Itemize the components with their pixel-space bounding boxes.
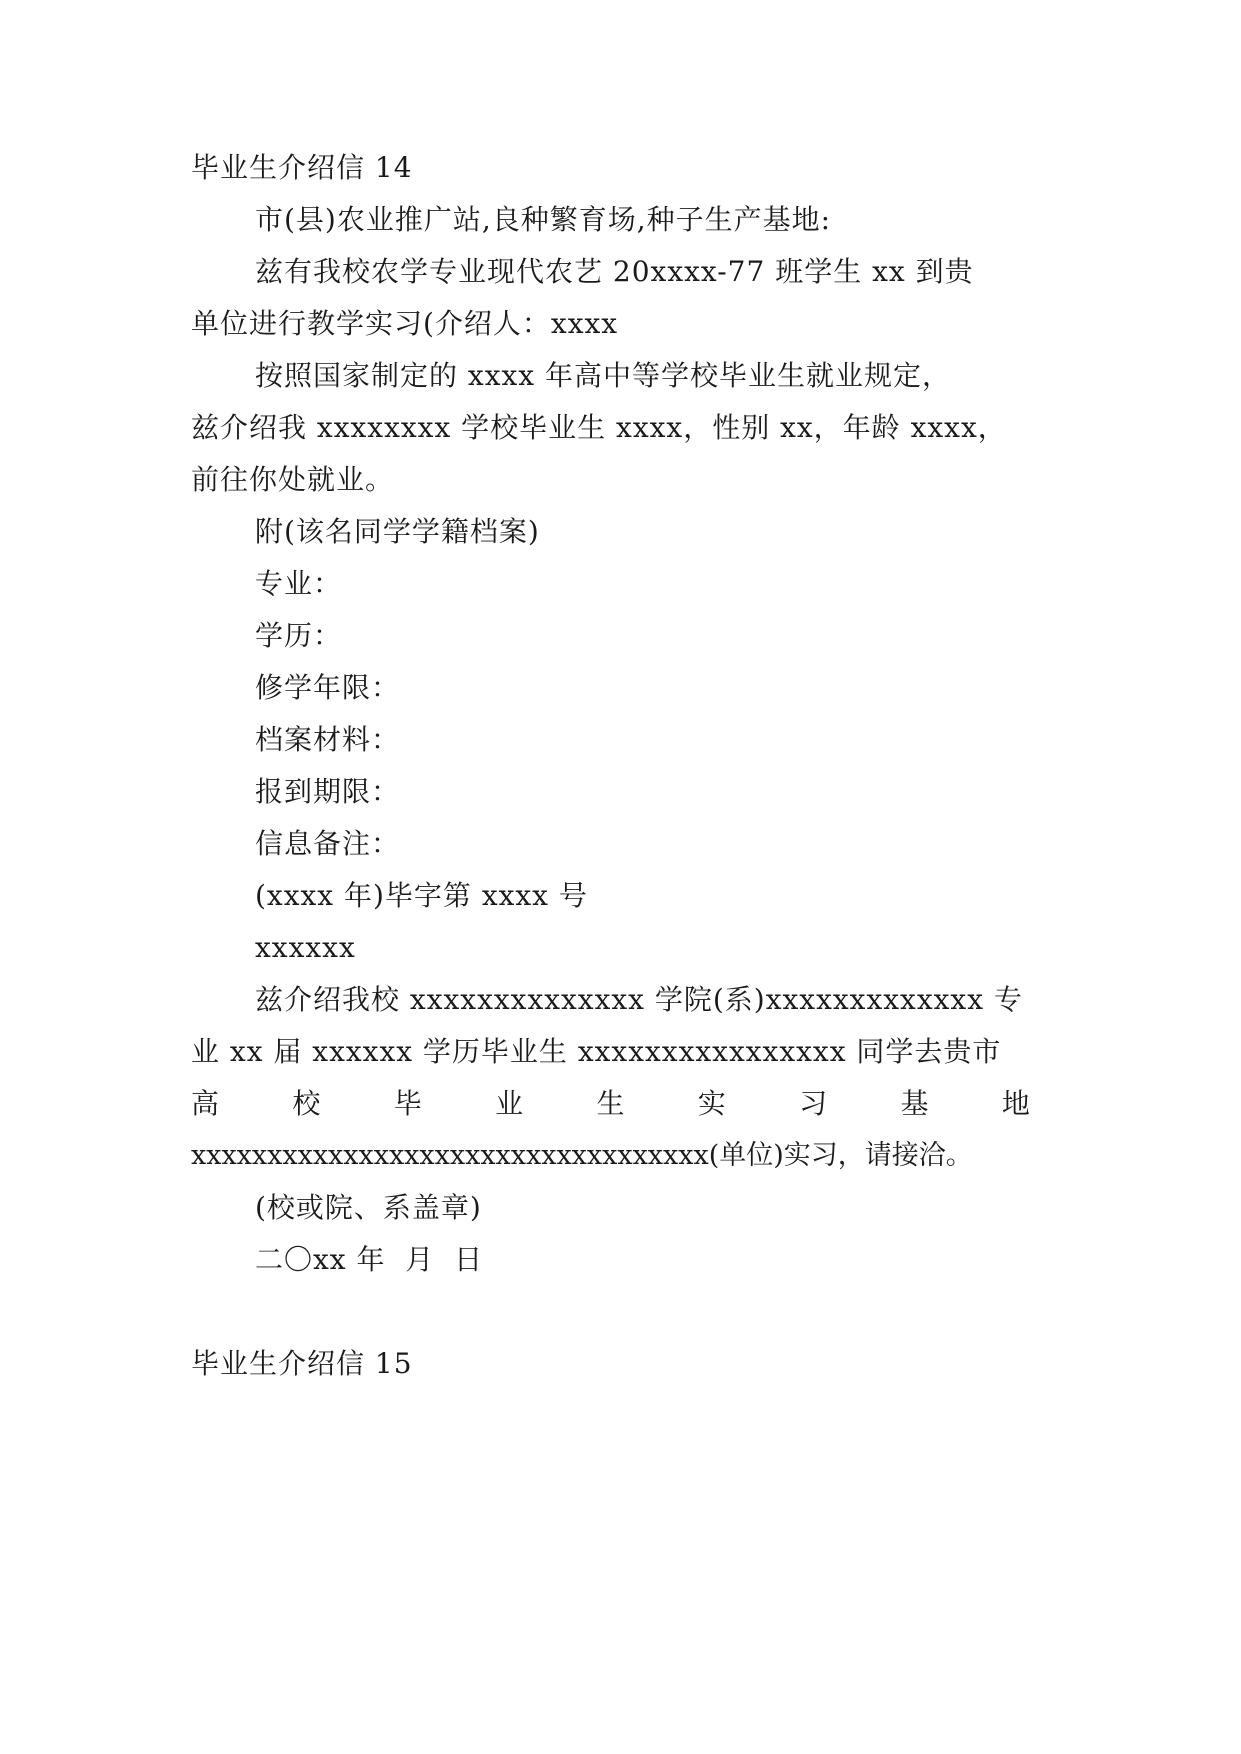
- body-paragraph-line: 业 xx 届 xxxxxx 学历毕业生 xxxxxxxxxxxxxxxx 同学去贵市: [191, 1035, 1002, 1068]
- spread-char: 实: [697, 1087, 727, 1120]
- spread-char: 习: [799, 1087, 829, 1120]
- field-study-years: 修学年限：: [255, 671, 401, 704]
- body-paragraph-line: 前往你处就业。: [191, 463, 395, 496]
- body-paragraph-line: 兹介绍我校 xxxxxxxxxxxxxx 学院(系)xxxxxxxxxxxxx 专: [255, 983, 1023, 1016]
- spread-justified-line: [191, 1084, 1031, 1124]
- spread-char: 校: [292, 1087, 322, 1120]
- spread-char: 高: [191, 1087, 221, 1120]
- attachment-note: 附(该名同学学籍档案): [255, 515, 540, 548]
- recipient-placeholder: xxxxxx: [255, 931, 356, 964]
- field-education: 学历：: [255, 619, 343, 652]
- field-info-remarks: 信息备注：: [255, 827, 401, 860]
- seal-note: (校或院、系盖章): [255, 1191, 482, 1224]
- field-archive-materials: 档案材料：: [255, 723, 401, 756]
- letter-heading-15: 毕业生介绍信 15: [191, 1347, 413, 1380]
- spread-char: 基: [900, 1087, 930, 1120]
- body-paragraph-line: 按照国家制定的 xxxx 年高中等学校毕业生就业规定，: [255, 359, 951, 392]
- field-major: 专业：: [255, 567, 343, 600]
- body-paragraph-line: 单位进行教学实习(介绍人：xxxx: [191, 307, 619, 340]
- field-report-deadline: 报到期限：: [255, 775, 401, 808]
- recipient-line: 市(县)农业推广站,良种繁育场,种子生产基地:: [255, 203, 832, 236]
- letter-heading-14: 毕业生介绍信 14: [191, 151, 413, 184]
- spread-char: 毕: [393, 1087, 423, 1120]
- date-line: 二〇xx 年 月 日: [255, 1243, 484, 1276]
- body-paragraph-line: 兹介绍我 xxxxxxxx 学校毕业生 xxxx，性别 xx，年龄 xxxx，: [191, 411, 1007, 444]
- document-number: (xxxx 年)毕字第 xxxx 号: [255, 879, 588, 912]
- body-paragraph-line: xxxxxxxxxxxxxxxxxxxxxxxxxxxxxxxxxx(单位)实习，请接洽。: [191, 1140, 973, 1171]
- body-paragraph-line: 兹有我校农学专业现代农艺 20xxxx-77 班学生 xx 到贵: [255, 255, 974, 288]
- spread-char: 业: [495, 1087, 525, 1120]
- spread-char: 生: [596, 1087, 626, 1120]
- spread-char: 地: [1001, 1087, 1031, 1120]
